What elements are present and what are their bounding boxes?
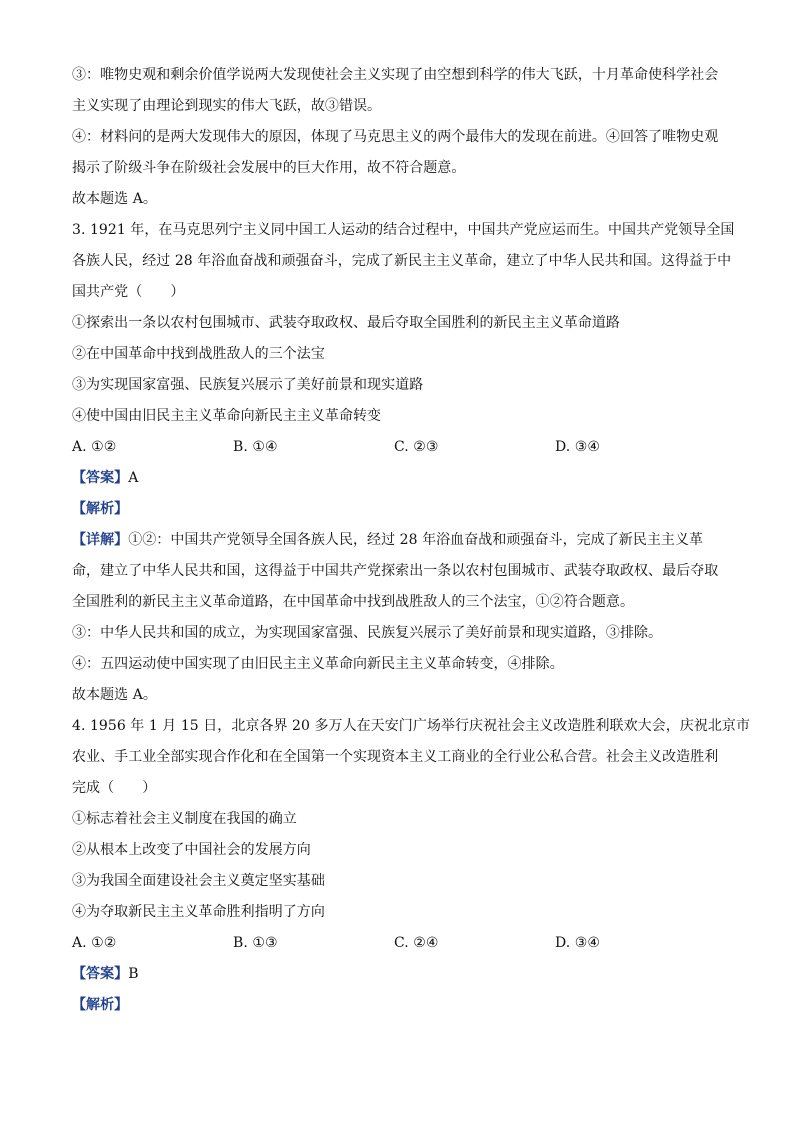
q3-option-a: A. ①② — [72, 439, 117, 455]
q3-options — [72, 432, 732, 463]
q2-conclusion: 故本题选 A。 — [72, 191, 157, 207]
q4-options — [72, 928, 732, 959]
q3-answer — [72, 463, 732, 494]
q2-explanation-3-line1: ③：唯物史观和剩余价值学说两大发现使社会主义实现了由空想到科学的伟大飞跃，十月革命使科学社会 — [72, 67, 719, 83]
q4-analysis — [72, 990, 732, 1021]
q4-statement-1: ①标志着社会主义制度在我国的确立 — [72, 811, 297, 827]
q4-answer — [72, 959, 732, 990]
answer-value: A — [128, 470, 139, 486]
q4-stem-line1: 4. 1956 年 1 月 15 日，北京各界 20 多万人在天安门广场举行庆祝社会主义改造胜利联欢大会，庆祝北京市 — [72, 718, 751, 734]
q4-statement-3: ③为我国全面建设社会主义奠定坚实基础 — [72, 873, 325, 889]
q3-statement-1: ①探索出一条以农村包围城市、武装夺取政权、最后夺取全国胜利的新民主主义革命道路 — [72, 315, 620, 331]
q2-explanation-4-line1: ④：材料问的是两大发现伟大的原因，体现了马克思主义的两个最伟大的发现在前进。④回答了唯物史观 — [72, 129, 719, 145]
q3-statement-4: ④使中国由旧民主主义革命向新民主主义革命转变 — [72, 408, 382, 424]
q4-statement-4: ④为夺取新民主主义革命胜利指明了方向 — [72, 904, 325, 920]
q3-option-d: D. ③④ — [555, 439, 600, 455]
q3-option-c: C. ②③ — [394, 439, 439, 455]
answer-tag: 【答案】 — [72, 470, 129, 486]
q4-option-c: C. ②④ — [394, 935, 439, 951]
q4-option-b: B. ①③ — [233, 935, 278, 951]
q3-stem-line3: 国共产党（ ） — [72, 284, 185, 300]
q3-statement-2: ②在中国革命中找到战胜敌人的三个法宝 — [72, 346, 325, 362]
answer-tag: 【答案】 — [72, 966, 129, 982]
detail-tag: 【详解】 — [72, 532, 129, 548]
document-page — [72, 60, 751, 1021]
q3-detail-3: ③：中华人民共和国的成立，为实现国家富强、民族复兴展示了美好前景和现实道路，③排除。 — [72, 625, 663, 641]
q3-statement-3: ③为实现国家富强、民族复兴展示了美好前景和现实道路 — [72, 377, 424, 393]
q4-statement-2: ②从根本上改变了中国社会的发展方向 — [72, 842, 311, 858]
analysis-tag: 【解析】 — [72, 997, 129, 1013]
q3-detail-line1 — [72, 525, 732, 556]
q3-stem-line2: 各族人民，经过 28 年浴血奋战和顽强奋斗，完成了新民主主义革命，建立了中华人民共和国。这得益于中 — [72, 253, 732, 269]
q4-stem-line3: 完成（ ） — [72, 780, 157, 796]
q2-explanation-4-line2: 揭示了阶级斗争在阶级社会发展中的巨大作用，故不符合题意。 — [72, 160, 466, 176]
q3-option-b: B. ①④ — [233, 439, 278, 455]
detail-text: ①②：中国共产党领导全国各族人民，经过 28 年浴血奋战和顽强奋斗，完成了新民主主义革 — [128, 532, 704, 548]
q3-detail-4: ④：五四运动使中国实现了由旧民主主义革命向新民主主义革命转变，④排除。 — [72, 656, 564, 672]
q3-stem-line1: 3. 1921 年，在马克思列宁主义同中国工人运动的结合过程中，中国共产党应运而生。中国共产党领导全国 — [72, 222, 735, 238]
q4-stem-line2: 农业、手工业全部实现合作化和在全国第一个实现资本主义工商业的全行业公私合营。社会主义改造胜利 — [72, 749, 719, 765]
q4-option-d: D. ③④ — [555, 935, 600, 951]
q3-detail-line2: 命，建立了中华人民共和国，这得益于中国共产党探索出一条以农村包围城市、武装夺取政权、最后夺取 — [72, 563, 719, 579]
q4-option-a: A. ①② — [72, 935, 117, 951]
q3-conclusion: 故本题选 A。 — [72, 687, 157, 703]
q3-detail-line3: 全国胜利的新民主主义革命道路，在中国革命中找到战胜敌人的三个法宝，①②符合题意。 — [72, 594, 634, 610]
q3-analysis — [72, 494, 732, 525]
q2-explanation-3-line2: 主义实现了由理论到现实的伟大飞跃，故③错误。 — [72, 98, 382, 114]
answer-value: B — [128, 966, 139, 982]
analysis-tag: 【解析】 — [72, 501, 129, 517]
